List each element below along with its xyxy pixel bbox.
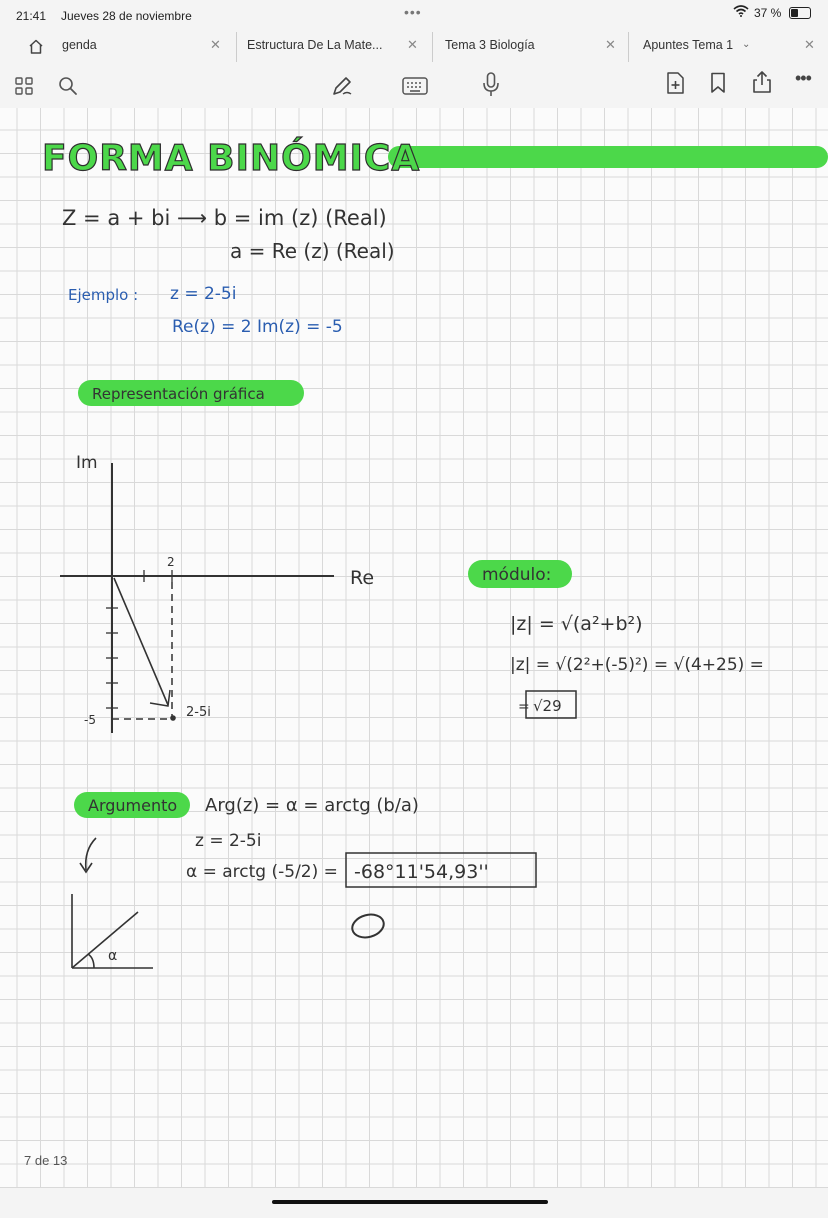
note-page[interactable] — [0, 108, 828, 1188]
arg-calculation: α = arctg (-5/2) = — [186, 862, 338, 882]
arg-z: z = 2-5i — [195, 831, 262, 851]
example-label: Ejemplo : — [68, 286, 139, 304]
axis-label-im: Im — [76, 453, 98, 473]
bookmark-icon[interactable] — [709, 72, 727, 94]
tab-label: Apuntes Tema 1 — [643, 38, 734, 52]
battery-percent: 37 % — [754, 6, 782, 20]
wifi-icon — [733, 5, 749, 17]
graph-heading: Representación gráfica — [92, 385, 265, 403]
search-icon[interactable] — [58, 76, 78, 96]
close-icon[interactable]: ✕ — [804, 37, 815, 52]
toolbar — [0, 62, 828, 109]
multitask-dots-icon[interactable]: ••• — [404, 4, 422, 20]
close-icon[interactable]: ✕ — [407, 37, 418, 52]
example-equation: z = 2-5i — [170, 284, 237, 304]
modulo-heading: módulo: — [482, 565, 552, 585]
point-label: 2-5i — [186, 705, 211, 720]
keyboard-icon[interactable] — [402, 76, 428, 96]
point-marker — [170, 715, 176, 721]
tab-label: Estructura De La Mate... — [247, 38, 383, 52]
close-icon[interactable]: ✕ — [605, 37, 616, 52]
arg-formula: Arg(z) = α = arctg (b/a) — [205, 795, 419, 816]
close-icon[interactable]: ✕ — [210, 37, 221, 52]
pen-icon[interactable] — [330, 74, 354, 98]
title-highlight — [388, 146, 828, 168]
complex-plane-graph — [60, 453, 374, 733]
tick-label-2: 2 — [167, 555, 175, 569]
angle-label: α — [108, 948, 118, 964]
argumento-heading: Argumento — [88, 796, 178, 815]
status-bar — [0, 0, 828, 30]
tick-label-neg5: -5 — [84, 713, 96, 727]
home-indicator[interactable] — [272, 1200, 548, 1204]
tab-estructura[interactable] — [237, 30, 432, 62]
handwriting-canvas — [0, 108, 828, 1188]
tab-label: genda — [62, 38, 97, 52]
arg-result: -68°11'54,93'' — [354, 861, 489, 883]
modulo-result: √29 — [533, 697, 562, 715]
microphone-icon[interactable] — [482, 72, 500, 98]
share-icon[interactable] — [751, 70, 773, 94]
status-date: Jueves 28 de noviembre — [61, 9, 192, 23]
battery-icon — [789, 7, 811, 19]
tab-agenda[interactable] — [0, 30, 236, 62]
definition-line-1: Z = a + bi ⟶ b = im (z) (Real) — [62, 206, 387, 230]
grid-icon[interactable] — [15, 77, 33, 95]
status-time: 21:41 — [16, 9, 47, 23]
modulo-formula: |z| = √(a²+b²) — [510, 613, 643, 635]
page-title: FORMA BINÓMICA — [42, 138, 421, 179]
axis-label-re: Re — [350, 567, 375, 589]
definition-line-2: a = Re (z) (Real) — [230, 239, 395, 263]
modulo-calculation: |z| = √(2²+(-5)²) = √(4+25) = — [510, 655, 764, 675]
vector-arrow — [114, 578, 168, 705]
bottom-bar — [0, 1188, 828, 1218]
example-parts: Re(z) = 2 Im(z) = -5 — [172, 317, 343, 337]
home-icon[interactable] — [28, 39, 44, 54]
equals-sign: = — [518, 699, 530, 715]
more-icon[interactable]: ••• — [795, 68, 811, 88]
chevron-down-icon[interactable]: ⌄ — [742, 39, 751, 50]
tab-label: Tema 3 Biología — [445, 38, 535, 52]
tab-bar — [0, 30, 828, 62]
tab-apuntes-tema1[interactable] — [629, 30, 828, 62]
axis-ticks — [106, 570, 172, 708]
add-page-icon[interactable] — [665, 72, 685, 94]
page-indicator: 7 de 13 — [24, 1153, 68, 1168]
handwritten-circle — [350, 911, 387, 941]
tab-biologia[interactable] — [433, 30, 628, 62]
